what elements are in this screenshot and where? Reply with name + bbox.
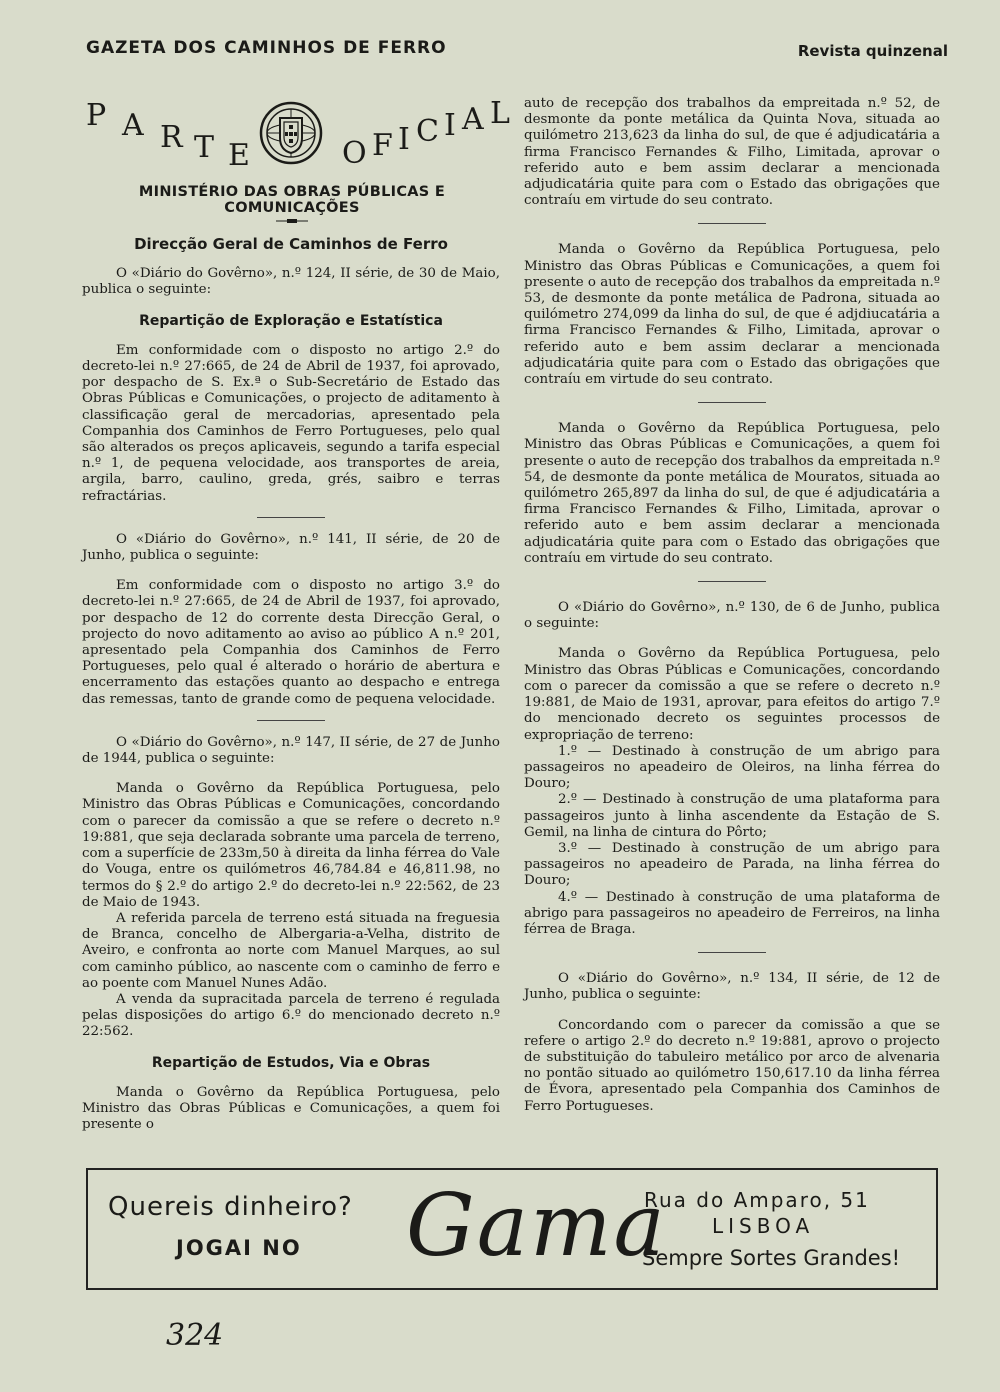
- list-item: 3.º — Destinado à construção de um abrigo para passageiros no apeadeiro de Parada, na linha férrea do Douro;: [524, 840, 940, 889]
- masthead-letter: I: [398, 122, 410, 157]
- ad-question: Quereis dinheiro?: [108, 1192, 353, 1222]
- masthead-letter: C: [416, 114, 439, 149]
- ad-slogan: Sempre Sortes Grandes!: [642, 1246, 901, 1270]
- running-head-title: GAZETA DOS CAMINHOS DE FERRO: [86, 38, 447, 58]
- masthead-letter: F: [372, 128, 393, 163]
- list-item: 1.º — Destinado à construção de um abrigo para passageiros no apeadeiro de Oleiros, na linha férrea do Douro;: [524, 743, 940, 792]
- paragraph: O «Diário do Govêrno», n.º 147, II série, de 27 de Junho de 1944, publica o seguinte:: [82, 734, 500, 767]
- masthead-letter: A: [122, 108, 144, 143]
- ad-brand-logo: Gama: [406, 1176, 667, 1276]
- masthead-letter: R: [160, 120, 183, 155]
- separator-rule: [257, 517, 325, 518]
- masthead-letter: E: [228, 138, 250, 173]
- page-number: 324: [166, 1318, 224, 1353]
- paragraph: O «Diário do Govêrno», n.º 141, II série, de 20 de Junho, publica o seguinte:: [82, 531, 500, 564]
- masthead-letter: A: [462, 102, 484, 137]
- masthead-letter: O: [342, 136, 367, 171]
- paragraph: Manda o Govêrno da República Portuguesa, pelo Ministro das Obras Públicas e Comunicações, a quem foi presente o auto de recepção dos trabalhos da empreitada n.º 53, de desmonte da ponte metálica de Padrona, situada ao quilómetro 274,099 da linha do sul, de que é adjdiucatária a firma Francisco Fernandes & Filho, Limitada, aprovar o referido auto e bem assim declarar a mencionada adjudicatária quite para com o Estado das obrigações que contraíu em virtude do seu contrato.: [524, 242, 940, 388]
- list-item: 2.º — Destinado à construção de uma plataforma para passageiros junto à linha ascendente da Estação de S. Gemil, na linha de cintura do Pôrto;: [524, 792, 940, 840]
- right-column: [524, 96, 940, 1115]
- section-heading-estudos: Repartição de Estudos, Via e Obras: [151, 1054, 431, 1071]
- paragraph: Manda o Govêrno da República Portuguesa, pelo Ministro das Obras Públicas e Comunicações, concordando com o parecer da comissão a que se refere o decreto n.º 19:881, que seja declarada sobrante uma parcela de terreno, com a superfície de 233m,50 à direita da linha férrea do Vale do Vouga, entre os quilómetros 46,784.84 e 46,811.98, no termos do § 2.º do artigo 2.º do decreto-lei n.º 22:562, de 23 de Maio de 1943.: [82, 781, 500, 910]
- separator-rule: [698, 402, 766, 403]
- paragraph: Manda o Govêrno da República Portuguesa, pelo Ministro das Obras Públicas e Comunicações, concordando com o parecer da comissão a que se refere o decreto n.º 19:881, de Maio de 1931, aprovar, para efeitos do artigo 7.º do mencionado decreto os seguintes processos de expropriação de terreno:: [524, 646, 940, 743]
- separator-rule: [698, 223, 766, 224]
- running-head-subtitle: Revista quinzenal: [797, 42, 948, 60]
- paragraph: O «Diário do Govêrno», n.º 130, de 6 de Junho, publica o seguinte:: [524, 600, 940, 632]
- masthead-letter: T: [194, 130, 215, 165]
- ministry-heading: MINISTÉRIO DAS OBRAS PÚBLICAS E COMUNICAÇÕES: [138, 184, 446, 216]
- paragraph: A referida parcela de terreno está situada na freguesia de Branca, concelho de Albergaria-a-Velha, distrito de Aveiro, e confronta ao norte com Manuel Marques, ao sul com caminho público, ao nascente com o caminho de ferro e ao poente com Manuel Nunes Adão.: [82, 910, 500, 991]
- masthead-letter: P: [86, 98, 107, 133]
- separator-rule: [257, 720, 325, 721]
- ad-city: LISBOA: [712, 1214, 815, 1238]
- paragraph: auto de recepção dos trabalhos da empreitada n.º 52, de desmonte da ponte metálica da Quinta Nova, situada ao quilómetro 213,623 da linha do sul, de que é adjudicatária a firma Francisco Fernandes & Filho, Limitada, aprovar o referido auto e bem assim declarar a mencionada adjudicatária quite para com o Estado das obrigações que contraíu em virtude do seu contrato.: [524, 96, 940, 209]
- section-heading-exploracao: Repartição de Exploração e Estatística: [139, 312, 443, 329]
- list-item: 4.º — Destinado à construção de uma plataforma de abrigo para passageiros no apeadeiro de Ferreiros, na linha férrea de Braga.: [524, 889, 940, 937]
- ornament-divider: [276, 218, 308, 224]
- ad-address: Rua do Amparo, 51: [644, 1188, 870, 1212]
- masthead-parte-oficial: [80, 92, 510, 172]
- masthead-letter: I: [444, 108, 456, 143]
- paragraph: Manda o Govêrno da República Portuguesa, pelo Ministro das Obras Públicas e Comunicações, a quem foi presente o: [82, 1084, 500, 1133]
- left-column: [82, 236, 500, 1133]
- paragraph: A venda da supracitada parcela de terreno é regulada pelas disposições do artigo 6.º do mencionado decreto n.º 22:562.: [82, 991, 500, 1040]
- portuguese-coat-of-arms-icon: [258, 100, 324, 166]
- paragraph: Concordando com o parecer da comissão a que se refere o artigo 2.º do decreto n.º 19:881, aprovo o projecto de substituição do tabuleiro metálico por arco de alvenaria no pontão situado ao quilómetro 150,617.10 da linha férrea de Évora, apresentado pela Companhia dos Caminhos de Ferro Portugueses.: [524, 1017, 940, 1114]
- separator-rule: [698, 952, 766, 953]
- masthead-letter: L: [490, 96, 510, 131]
- advertisement-box: [86, 1168, 938, 1290]
- paragraph: O «Diário do Govêrno», n.º 134, II série, de 12 de Junho, publica o seguinte:: [524, 971, 940, 1003]
- paragraph: Em conformidade com o disposto no artigo 2.º do decreto-lei n.º 27:665, de 24 de Abril de 1937, foi aprovado, por despacho de S. Ex.ª o Sub-Secretário de Estado das Obras Públicas e Comunicações, o projecto de aditamento à classificação geral de mercadorias, apresentado pela Companhia dos Caminhos de Ferro Portugueses, pelo qual são alterados os preços aplicaveis, segundo a tarifa especial n.º 1, de pequena velocidade, aos transportes de areia, argila, barro, caulino, greda, grés, saibro e terras refractárias.: [82, 342, 500, 504]
- paragraph: O «Diário do Govêrno», n.º 124, II série, de 30 de Maio, publica o seguinte:: [82, 266, 500, 298]
- separator-rule: [698, 581, 766, 582]
- paragraph: Em conformidade com o disposto no artigo 3.º do decreto-lei n.º 27:665, de 24 de Abril de 1937, foi aprovado, por despacho de 12 do corrente desta Direcção Geral, o projecto do novo aditamento ao aviso ao público A n.º 201, apresentado pela Companhia dos Caminhos de Ferro Portugueses, pelo qual é alterado o horário de abertura e encerramento das estações quanto ao despacho e entrega das remessas, tanto de grande como de pequena velocidade.: [82, 578, 500, 707]
- ad-call: JOGAI NO: [176, 1236, 302, 1260]
- direction-heading: Direcção Geral de Caminhos de Ferro: [134, 235, 448, 253]
- paragraph: Manda o Govêrno da República Portuguesa, pelo Ministro das Obras Públicas e Comunicações, a quem foi presente o auto de recepção dos trabalhos da empreitada n.º 54, de desmonte da ponte metálica de Mouratos, situada ao quilómetro 265,897 da linha do sul, de que é adjudicatária a firma Francisco Fernandes & Filho, Limitada, aprovar o referido auto e bem assim declarar a mencionada adjudicatária quite para com o Estado das obrigações que contraíu em virtude do seu contrato.: [524, 421, 940, 566]
